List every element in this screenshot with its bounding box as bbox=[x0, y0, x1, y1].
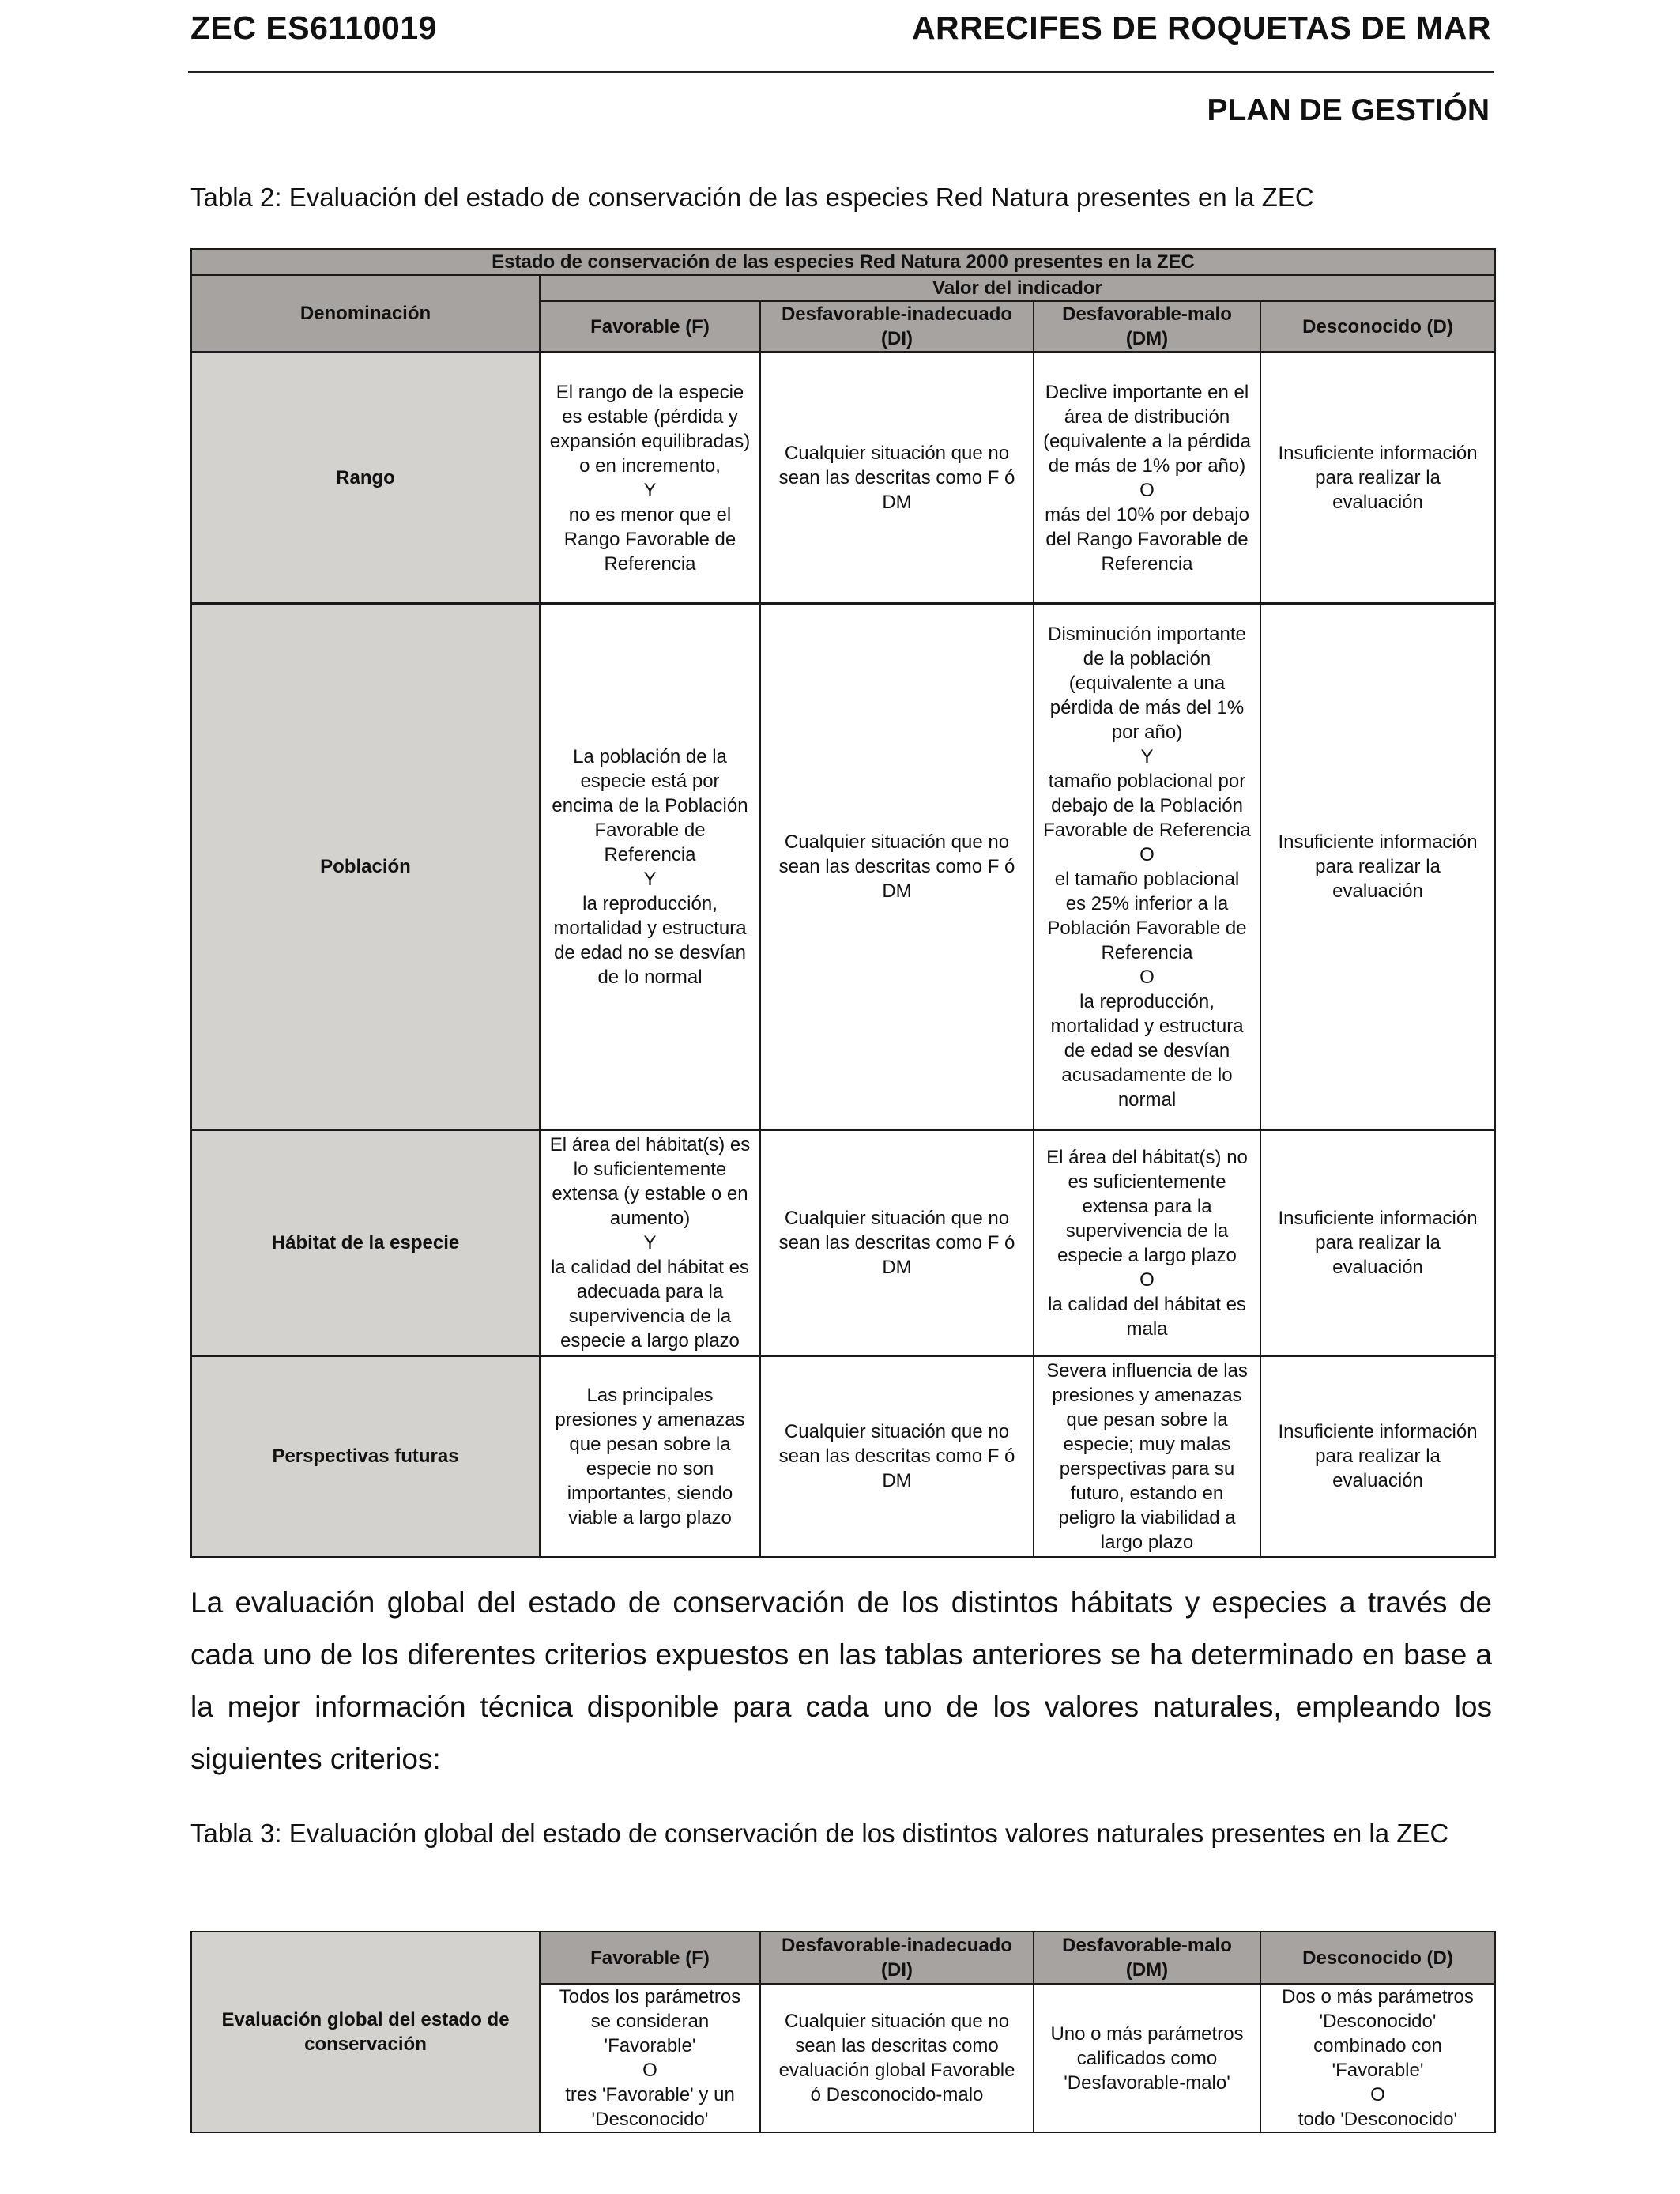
rango-favorable: El rango de la especie es estable (pérdida y expansión equilibradas) o en incremento, Y no es menor que el Rango Favorable de Referencia bbox=[540, 352, 760, 604]
table2-species-conservation bbox=[190, 248, 1496, 1558]
row-label-habitat: Hábitat de la especie bbox=[191, 1130, 540, 1356]
header-divider bbox=[188, 71, 1494, 73]
table3-col-favorable: Favorable (F) bbox=[540, 1932, 760, 1984]
table3-global-evaluation bbox=[190, 1931, 1496, 2133]
rango-desfavorable-malo: Declive importante en el área de distribución (equivalente a la pérdida de más de 1% por año) O más del 10% por debajo del Rango Favorable de Referencia bbox=[1034, 352, 1260, 604]
table-row bbox=[191, 1130, 1495, 1356]
table2-caption: Tabla 2: Evaluación del estado de conservación de las especies Red Natura presentes en la ZEC bbox=[190, 183, 1314, 212]
global-desfavorable-malo: Uno o más parámetros calificados como 'Desfavorable-malo' bbox=[1034, 1984, 1260, 2132]
table-row bbox=[191, 352, 1495, 604]
perspectivas-desconocido: Insuficiente información para realizar la evaluación bbox=[1260, 1356, 1495, 1557]
table-row bbox=[191, 604, 1495, 1130]
table3-col-desfavorable-malo: Desfavorable-malo (DM) bbox=[1034, 1932, 1260, 1984]
poblacion-desfavorable-malo: Disminución importante de la población (equivalente a una pérdida de más del 1% por año) Y tamaño poblacional por debajo de la Población Favorable de Referencia O el tamaño poblacional es 25% inferior a la Población Favorable de Referencia O la reproducción, mortalidad y estructura de edad se desvían acusadamente de lo normal bbox=[1034, 604, 1260, 1130]
habitat-desfavorable-malo: El área del hábitat(s) no es suficientemente extensa para la supervivencia de la especie a largo plazo O la calidad del hábitat es mala bbox=[1034, 1130, 1260, 1356]
poblacion-desconocido: Insuficiente información para realizar la evaluación bbox=[1260, 604, 1495, 1130]
table2-title: Estado de conservación de las especies Red Natura 2000 presentes en la ZEC bbox=[191, 249, 1495, 275]
table2-valor-indicador-header: Valor del indicador bbox=[540, 275, 1495, 301]
habitat-favorable: El área del hábitat(s) es lo suficientemente extensa (y estable o en aumento) Y la calidad del hábitat es adecuada para la supervivencia de la especie a largo plazo bbox=[540, 1130, 760, 1356]
header-site-name: ARRECIFES DE ROQUETAS DE MAR bbox=[911, 9, 1491, 46]
global-favorable: Todos los parámetros se consideran 'Favorable' O tres 'Favorable' y un 'Desconocido' bbox=[540, 1984, 760, 2132]
row-label-rango: Rango bbox=[191, 352, 540, 604]
global-desconocido: Dos o más parámetros 'Desconocido' combinado con 'Favorable' O todo 'Desconocido' bbox=[1260, 1984, 1495, 2132]
table3-col-desfavorable-inadecuado: Desfavorable-inadecuado (DI) bbox=[760, 1932, 1034, 1984]
perspectivas-favorable: Las principales presiones y amenazas que pesan sobre la especie no son importantes, siendo viable a largo plazo bbox=[540, 1356, 760, 1557]
header-zec-code: ZEC ES6110019 bbox=[190, 9, 437, 46]
row-label-poblacion: Población bbox=[191, 604, 540, 1130]
table3-col-desconocido: Desconocido (D) bbox=[1260, 1932, 1495, 1984]
perspectivas-desfavorable-malo: Severa influencia de las presiones y amenazas que pesan sobre la especie; muy malas perspectivas para su futuro, estando en peligro la viabilidad a largo plazo bbox=[1034, 1356, 1260, 1557]
poblacion-favorable: La población de la especie está por encima de la Población Favorable de Referencia Y la reproducción, mortalidad y estructura de edad no se desvían de lo normal bbox=[540, 604, 760, 1130]
rango-desfavorable-inadecuado: Cualquier situación que no sean las descritas como F ó DM bbox=[760, 352, 1034, 604]
body-paragraph: La evaluación global del estado de conservación de los distintos hábitats y especies a través de cada uno de los diferentes criterios expuestos en las tablas anteriores se ha determinado en base a la mejor información técnica disponible para cada uno de los valores naturales, empleando los siguientes criterios: bbox=[190, 1586, 1492, 1775]
row-label-perspectivas: Perspectivas futuras bbox=[191, 1356, 540, 1557]
table2-col-favorable: Favorable (F) bbox=[540, 301, 760, 352]
table2-col-desfavorable-malo: Desfavorable-malo (DM) bbox=[1034, 301, 1260, 352]
habitat-desconocido: Insuficiente información para realizar la evaluación bbox=[1260, 1130, 1495, 1356]
rango-desconocido: Insuficiente información para realizar la evaluación bbox=[1260, 352, 1495, 604]
table3-row-label: Evaluación global del estado de conservación bbox=[191, 1932, 540, 2132]
habitat-desfavorable-inadecuado: Cualquier situación que no sean las descritas como F ó DM bbox=[760, 1130, 1034, 1356]
table2-denominacion-header: Denominación bbox=[191, 275, 540, 352]
poblacion-desfavorable-inadecuado: Cualquier situación que no sean las descritas como F ó DM bbox=[760, 604, 1034, 1130]
global-desfavorable-inadecuado: Cualquier situación que no sean las descritas como evaluación global Favorable ó Desconocido-malo bbox=[760, 1984, 1034, 2132]
table2-col-desconocido: Desconocido (D) bbox=[1260, 301, 1495, 352]
perspectivas-desfavorable-inadecuado: Cualquier situación que no sean las descritas como F ó DM bbox=[760, 1356, 1034, 1557]
table2-col-desfavorable-inadecuado: Desfavorable-inadecuado (DI) bbox=[760, 301, 1034, 352]
table3-caption: Tabla 3: Evaluación global del estado de conservación de los distintos valores naturales presentes en la ZEC bbox=[190, 1819, 1449, 1848]
document-subtitle: PLAN DE GESTIÓN bbox=[1207, 93, 1490, 127]
table-row bbox=[191, 1356, 1495, 1557]
